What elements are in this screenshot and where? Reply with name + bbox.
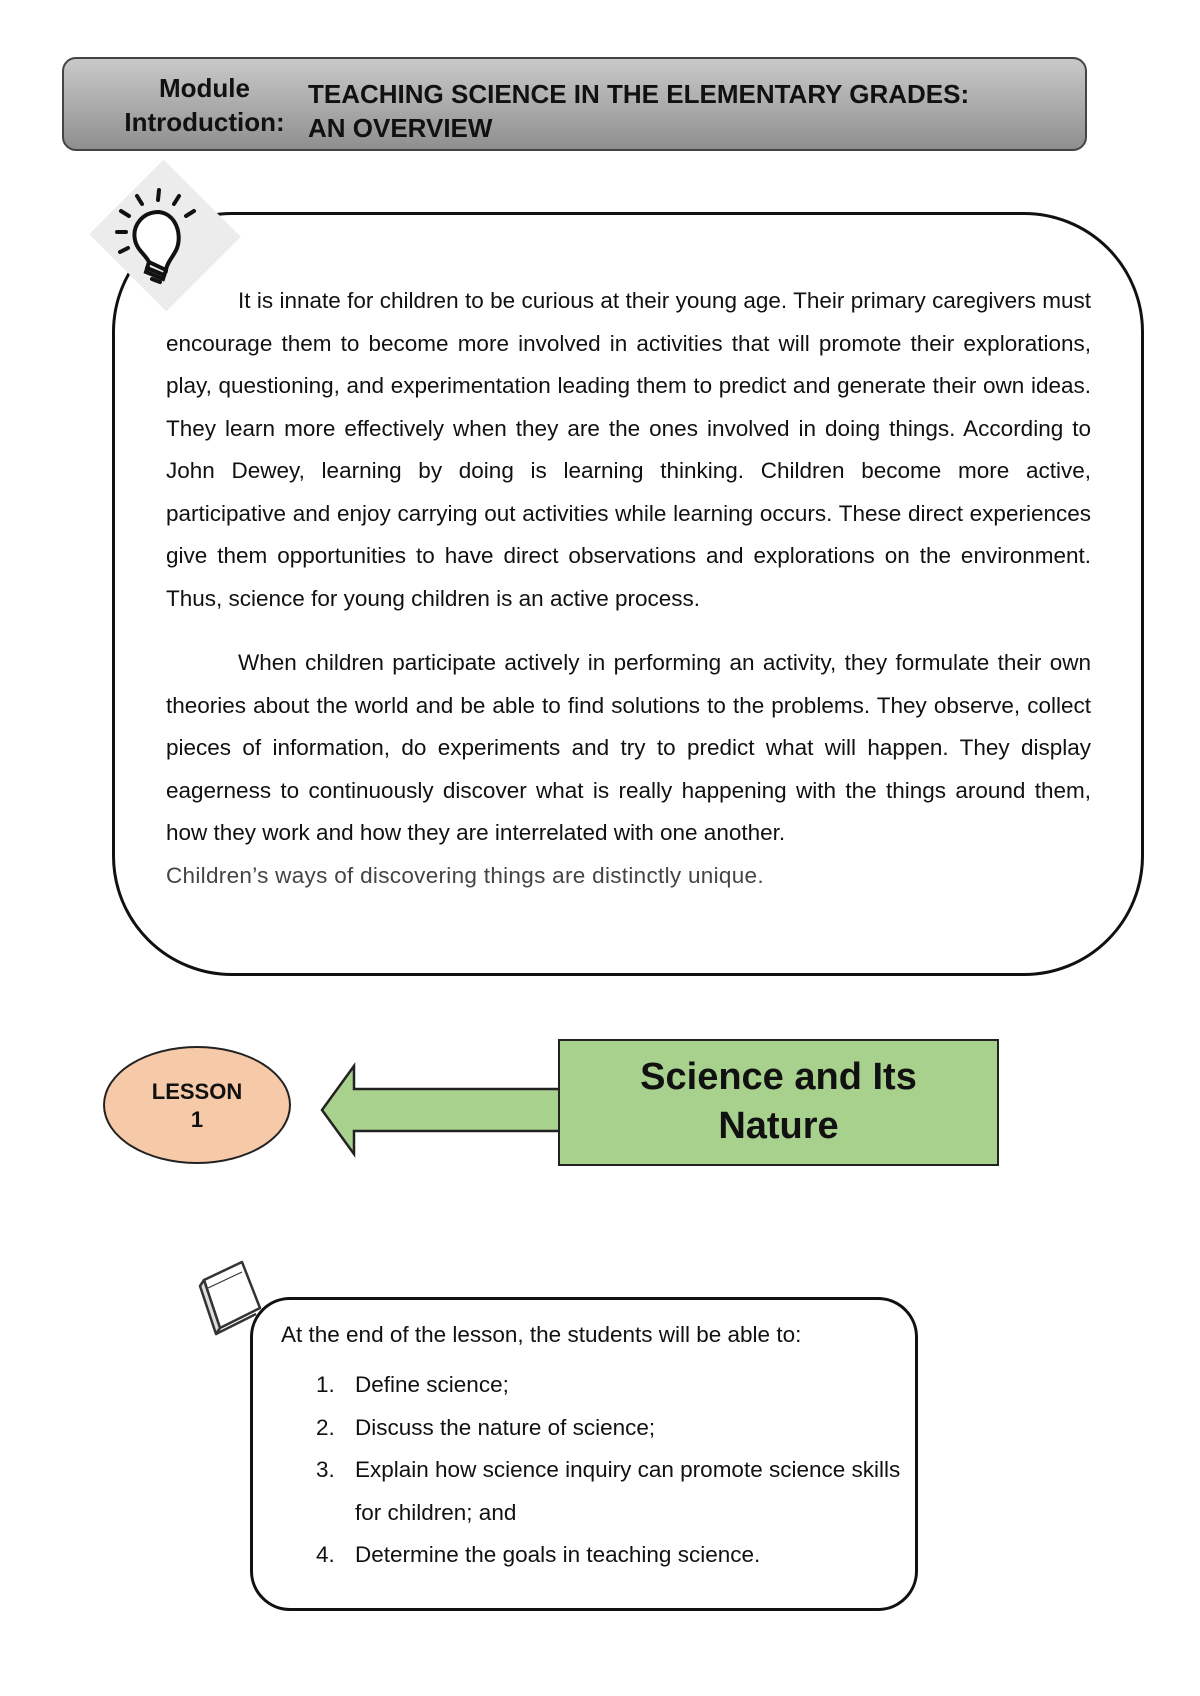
- objectives-intro: At the end of the lesson, the students will be able to:: [281, 1322, 802, 1347]
- objective-number: 4.: [316, 1542, 335, 1567]
- lesson-title-line1: Science and Its: [640, 1056, 917, 1098]
- module-title-line1: TEACHING SCIENCE IN THE ELEMENTARY GRADES:: [308, 79, 970, 109]
- lesson-title-box: [558, 1039, 999, 1166]
- lesson-badge: [103, 1046, 291, 1164]
- lesson-number: 1: [190, 1107, 204, 1132]
- module-label-line2: Introduction:: [124, 107, 285, 137]
- objective-item: [316, 1407, 906, 1450]
- intro-paragraph-2: [166, 642, 1091, 897]
- intro-paragraph-1: It is innate for children to be curious at their young age. Their primary caregivers must encourage them to become more involved in activities that will promote their explorations, play, questioning, and experimentation leading them to predict and generate their own ideas. They learn more effectively when they are the ones involved in doing things. According to John Dewey, learning by doing is learning thinking. Children become more active, participative and enjoy carrying out activities while learning occurs. These direct experiences give them opportunities to have direct observations and explorations on the environment. Thus, science for young children is an active process.: [166, 288, 1091, 611]
- module-label-line1: Module: [159, 73, 250, 103]
- objective-item: [316, 1534, 906, 1577]
- module-label: [92, 71, 317, 139]
- module-header: [62, 57, 1087, 151]
- intro-text: [166, 280, 1091, 897]
- objective-text: Define science;: [355, 1372, 509, 1397]
- lesson-title-line2: Nature: [718, 1105, 839, 1147]
- objective-item: [316, 1449, 906, 1534]
- intro-paragraph-2-closing: Children’s ways of discovering things are distinctly unique.: [166, 862, 764, 888]
- objective-text: Explain how science inquiry can promote science skills for children; and: [355, 1457, 901, 1525]
- objective-text: Discuss the nature of science;: [355, 1414, 656, 1440]
- objective-number: 1.: [316, 1372, 335, 1397]
- module-title: [308, 77, 1068, 145]
- module-title-line2: AN OVERVIEW: [308, 113, 493, 143]
- objective-item: [316, 1364, 906, 1407]
- objective-number: 2.: [316, 1414, 335, 1440]
- objectives-list: [316, 1364, 906, 1577]
- objective-number: 3.: [316, 1457, 335, 1482]
- left-arrow-icon: [318, 1062, 563, 1158]
- intro-paragraph-2-body: When children participate actively in performing an activity, they formulate their own theories about the world and be able to find solutions to the problems. They observe, collect pieces of information, do experiments and try to predict what will happen. They display eagerness to continuously discover what is really happening with the things around them, how they work and how they are interrelated with one another.: [166, 650, 1091, 845]
- objective-text: Determine the goals in teaching science.: [355, 1542, 761, 1567]
- lesson-label: LESSON: [151, 1079, 243, 1104]
